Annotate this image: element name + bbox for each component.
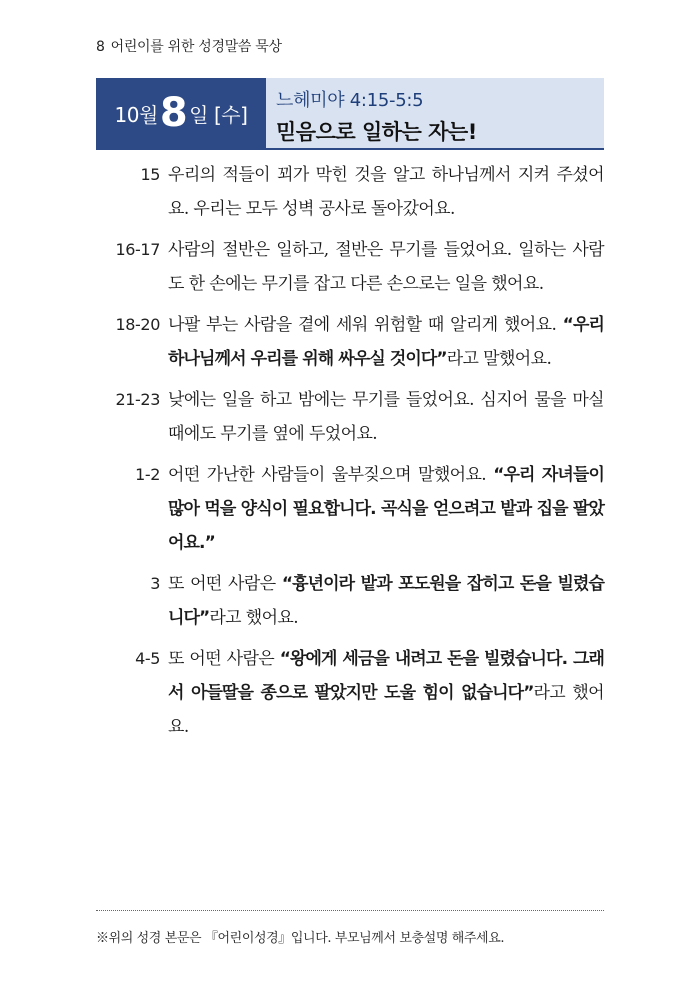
verse <box>96 158 604 226</box>
footnote: ※위의 성경 본문은 『어린이성경』입니다. 부모님께서 보충설명 해주세요. <box>96 931 505 946</box>
date-day: 8 <box>159 90 188 136</box>
devotion-header <box>96 78 604 148</box>
verse-segment: 라고 말했어요. <box>446 349 552 369</box>
verse-text <box>168 308 604 376</box>
verse <box>96 458 604 560</box>
verse-number: 1-2 <box>135 465 160 484</box>
verse-segment: 라고 했어요. <box>209 608 299 628</box>
footer-divider <box>96 910 604 911</box>
verse-text <box>168 158 604 226</box>
verse-segment: 낮에는 일을 하고 밤에는 무기를 들었어요. 심지어 물을 마실 때에도 무기를 옆에 두었어요. <box>168 390 604 444</box>
date-day-suffix: 일 <box>189 102 208 127</box>
date-month: 10월 <box>114 102 158 127</box>
verse-number: 3 <box>150 574 160 593</box>
verse-number: 4-5 <box>135 649 160 668</box>
verse-list <box>96 158 604 751</box>
verse <box>96 233 604 301</box>
verse-text <box>168 458 604 560</box>
verse <box>96 383 604 451</box>
verse <box>96 642 604 744</box>
header-text <box>276 86 477 146</box>
verse-segment: 또 어떤 사람은 <box>168 574 282 594</box>
verse-quote: “왕에게 세금을 내려고 돈을 빌렸습니다. 그래서 아들딸을 종으로 팔았지만 도울 힘이 없습니다” <box>168 649 604 703</box>
verse-segment: 우리의 적들이 꾀가 막힌 것을 알고 하나님께서 지켜 주셨어요. 우리는 모두 성벽 공사로 돌아갔어요. <box>168 165 604 219</box>
verse-quote: “우리 하나님께서 우리를 위해 싸우실 것이다” <box>168 315 604 369</box>
page-number: 8 <box>96 39 105 55</box>
devotion-title: 믿음으로 일하는 자는! <box>276 120 477 144</box>
verse-text <box>168 567 604 635</box>
verse-number: 21-23 <box>115 390 160 409</box>
running-head <box>96 36 282 56</box>
verse-text <box>168 642 604 744</box>
date-weekday: [수] <box>214 102 248 127</box>
book-title: 어린이를 위한 성경말씀 묵상 <box>110 39 282 55</box>
scripture-reference: 느헤미야 4:15-5:5 <box>276 90 424 111</box>
verse-number: 15 <box>140 165 160 184</box>
verse-quote: “우리 자녀들이 많아 먹을 양식이 필요합니다. 곡식을 얻으려고 밭과 집을 팔았어요.” <box>168 465 604 553</box>
verse-text <box>168 383 604 451</box>
verse-number: 18-20 <box>115 315 160 334</box>
verse <box>96 308 604 376</box>
verse-segment: 나팔 부는 사람을 곁에 세워 위험할 때 알리게 했어요. <box>168 315 563 335</box>
verse-segment: 또 어떤 사람은 <box>168 649 280 669</box>
date-box <box>96 78 266 148</box>
verse-segment: 사람의 절반은 일하고, 절반은 무기를 들었어요. 일하는 사람도 한 손에는 무기를 잡고 다른 손으로는 일을 했어요. <box>168 240 604 294</box>
verse-quote: “흉년이라 밭과 포도원을 잡히고 돈을 빌렸습니다” <box>168 574 605 628</box>
verse <box>96 567 604 635</box>
verse-segment: 라고 했어요. <box>168 683 605 737</box>
verse-text <box>168 233 604 301</box>
verse-segment: 어떤 가난한 사람들이 울부짖으며 말했어요. <box>168 465 494 485</box>
header-divider <box>96 148 604 150</box>
verse-number: 16-17 <box>115 240 160 259</box>
